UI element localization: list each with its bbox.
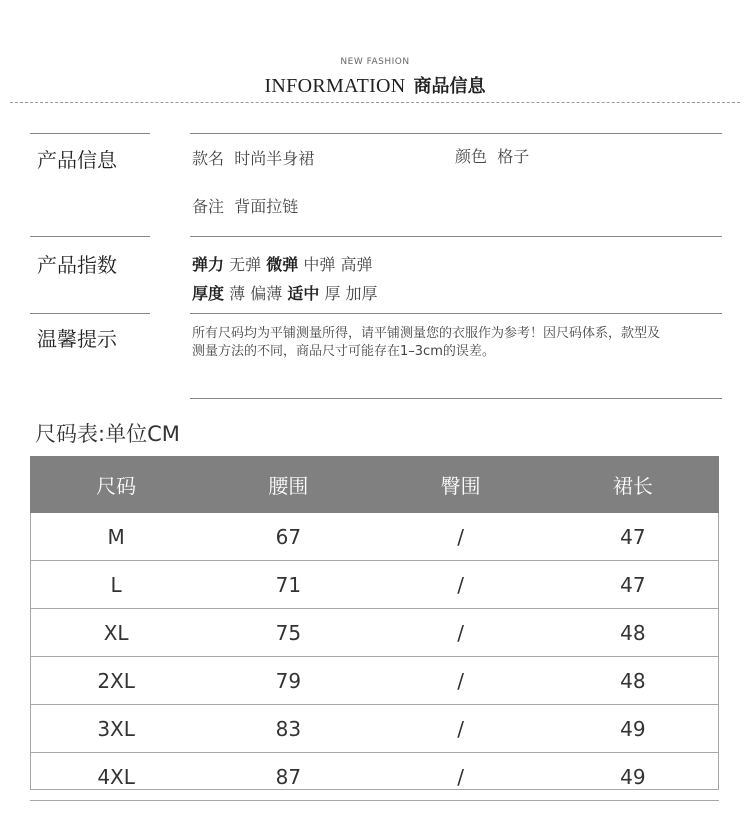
product-name-label: 款名 (192, 149, 225, 168)
hip-cell: / (375, 705, 547, 753)
size-table (30, 456, 719, 801)
size-chart-title: 尺码表:单位CM (35, 422, 180, 446)
product-color-value: 格子 (497, 147, 530, 166)
length-cell: 47 (547, 513, 719, 561)
table-row (30, 561, 719, 609)
waist-cell: 83 (202, 705, 374, 753)
product-index-title: 产品指数 (37, 253, 117, 277)
waist-cell: 67 (202, 513, 374, 561)
size-cell: XL (30, 609, 202, 657)
thickness-label: 厚度 (192, 284, 225, 303)
section-right-line (190, 236, 722, 237)
thickness-option-selected: 适中 (287, 284, 320, 303)
thickness-option: 加厚 (345, 284, 378, 303)
hip-cell: / (375, 561, 547, 609)
size-header-hip: 臀围 (375, 456, 547, 513)
elasticity-option-selected: 微弹 (266, 255, 299, 274)
header-divider (10, 102, 740, 103)
elasticity-option: 中弹 (303, 255, 336, 274)
hip-cell: / (375, 609, 547, 657)
table-row (30, 657, 719, 705)
waist-cell: 87 (202, 753, 374, 801)
size-cell: 4XL (30, 753, 202, 801)
product-note-row (192, 194, 298, 217)
tips-text: 所有尺码均为平铺测量所得，请平铺测量您的衣服作为参考！因尺码体系，款型及测量方法的不同，商品尺寸可能存在1–3cm的误差。 (192, 326, 661, 359)
section-left-line (30, 133, 150, 134)
section-left-line (30, 313, 150, 314)
thickness-option: 厚 (324, 284, 341, 303)
product-name-row (192, 146, 314, 169)
waist-cell: 79 (202, 657, 374, 705)
length-cell: 49 (547, 753, 719, 801)
thickness-option: 偏薄 (250, 284, 283, 303)
waist-cell: 75 (202, 609, 374, 657)
product-color-label: 颜色 (455, 147, 488, 166)
length-cell: 48 (547, 657, 719, 705)
header-title (0, 72, 750, 98)
table-row (30, 609, 719, 657)
elasticity-label: 弹力 (192, 255, 225, 274)
size-cell: 2XL (30, 657, 202, 705)
size-table-header-row (30, 456, 719, 513)
elasticity-row (192, 252, 372, 275)
size-cell: 3XL (30, 705, 202, 753)
length-cell: 47 (547, 561, 719, 609)
length-cell: 48 (547, 609, 719, 657)
size-header-waist: 腰围 (202, 456, 374, 513)
elasticity-option: 高弹 (340, 255, 373, 274)
product-info-title: 产品信息 (37, 148, 117, 172)
product-name-value: 时尚半身裙 (234, 149, 315, 168)
length-cell: 49 (547, 705, 719, 753)
header-subtitle: NEW FASHION (340, 57, 410, 67)
product-note-value: 背面拉链 (234, 197, 299, 216)
size-header-length: 裙长 (547, 456, 719, 513)
size-header-size: 尺码 (30, 456, 202, 513)
tips-title: 温馨提示 (37, 327, 117, 351)
product-color-row (455, 144, 529, 167)
size-cell: L (30, 561, 202, 609)
size-cell: M (30, 513, 202, 561)
header-title-en: INFORMATION (264, 75, 406, 97)
waist-cell: 71 (202, 561, 374, 609)
hip-cell: / (375, 657, 547, 705)
hip-cell: / (375, 753, 547, 801)
section-right-line (190, 313, 722, 314)
header-title-cn: 商品信息 (413, 76, 486, 97)
section-right-line (190, 398, 722, 399)
hip-cell: / (375, 513, 547, 561)
thickness-option: 薄 (229, 284, 246, 303)
elasticity-option: 无弹 (229, 255, 262, 274)
table-row (30, 753, 719, 801)
product-note-label: 备注 (192, 197, 225, 216)
section-left-line (30, 236, 150, 237)
table-row (30, 705, 719, 753)
thickness-row (192, 281, 378, 304)
section-right-line (190, 133, 722, 134)
table-row (30, 513, 719, 561)
